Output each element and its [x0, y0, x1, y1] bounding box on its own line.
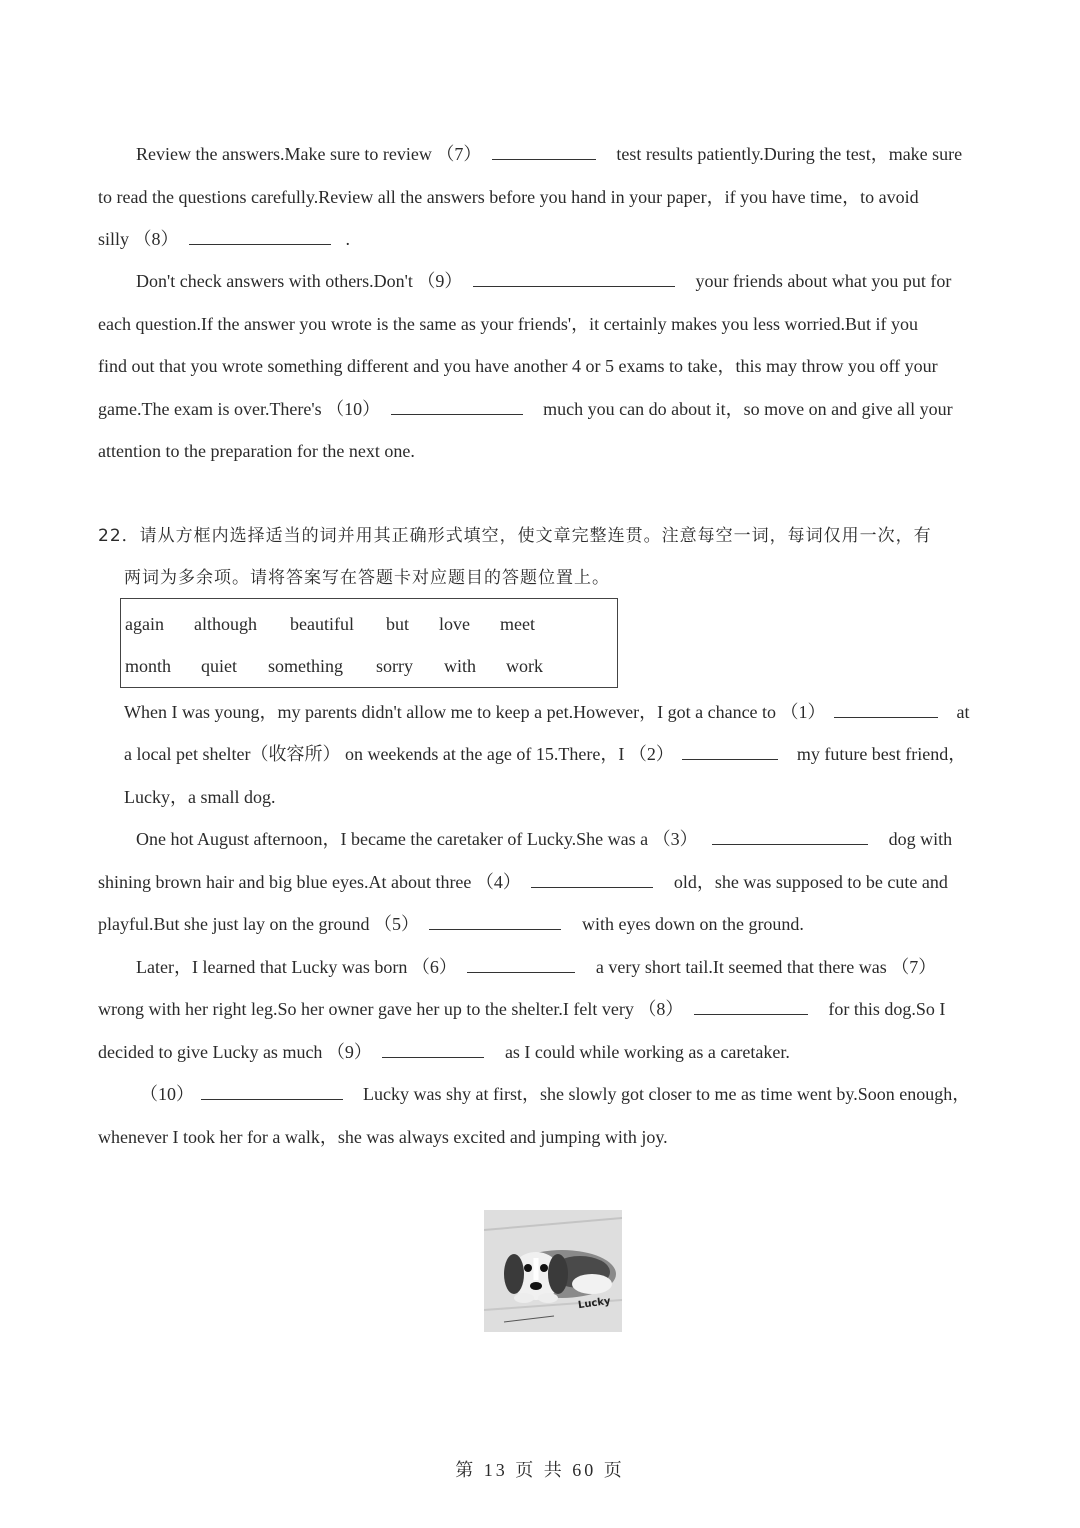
blank-q22-6: [467, 956, 575, 973]
p1-line-8: attention to the preparation for the next one.: [98, 441, 415, 461]
p1-line-2: to read the questions carefully.Review all the answers before you hand in your paper，if you have time，to avoid: [98, 187, 919, 207]
blank-q22-5: [429, 913, 561, 930]
p2-line-5: shining brown hair and big blue eyes.At about three （4） old，she was supposed to be cute and: [98, 872, 948, 892]
question-22-instruction-2: 两词为多余项。请将答案写在答题卡对应题目的答题位置上。: [124, 568, 610, 588]
p2-line-11: whenever I took her for a walk，she was always excited and jumping with joy.: [98, 1127, 668, 1147]
lucky-dog-image: [484, 1210, 622, 1332]
blank-q22-3: [712, 828, 868, 845]
blank-9: [473, 270, 675, 287]
p1-line-3: silly （8） .: [98, 229, 351, 249]
word-month: month: [125, 656, 172, 676]
blank-q22-2: [682, 743, 778, 760]
p2-line-2: a local pet shelter（收容所） on weekends at the age of 15.There，I （2） my future best friend，: [124, 744, 967, 764]
p2-line-7: Later，I learned that Lucky was born （6） a very short tail.It seemed that there was （7）: [136, 957, 937, 977]
word-with: with: [444, 656, 477, 676]
word-sorry: sorry: [376, 656, 413, 676]
p1-line-5: each question.If the answer you wrote is the same as your friends'，it certainly makes you less worried.But if you: [98, 314, 919, 334]
p2-line-9: decided to give Lucky as much （9） as I could while working as a caretaker.: [98, 1042, 790, 1062]
p1-line-6: find out that you wrote something different and you have another 4 or 5 exams to take，this may throw you off your: [98, 356, 938, 376]
page-footer: 第 13 页 共 60 页: [455, 1460, 625, 1480]
word-work: work: [506, 656, 543, 676]
p2-line-8: wrong with her right leg.So her owner gave her up to the shelter.I felt very （8） for this dog.So I: [98, 999, 946, 1019]
blank-q22-8: [694, 998, 808, 1015]
word-but: but: [386, 614, 410, 634]
p1-line-7: game.The exam is over.There's （10） much you can do about it，so move on and give all your: [98, 399, 953, 419]
p2-line-3: Lucky，a small dog.: [124, 787, 276, 807]
blank-q22-4: [531, 871, 653, 888]
word-beautiful: beautiful: [290, 614, 354, 634]
word-although: although: [194, 614, 257, 634]
word-meet: meet: [500, 614, 535, 634]
p2-line-4: One hot August afternoon，I became the caretaker of Lucky.She was a （3） dog with: [136, 829, 953, 849]
blank-q22-10: [201, 1083, 343, 1100]
word-quiet: quiet: [201, 656, 237, 676]
word-bank-box: [120, 598, 618, 688]
blank-8: [189, 228, 331, 245]
blank-7: [492, 143, 596, 160]
word-love: love: [439, 614, 470, 634]
dog-caption: Lucky: [577, 1295, 612, 1312]
blank-10: [391, 398, 523, 415]
p1-line-1: Review the answers.Make sure to review （7） test results patiently.During the test，make sure: [136, 144, 963, 164]
blank-q22-9: [382, 1041, 484, 1058]
word-again: again: [125, 614, 164, 634]
blank-q22-1: [834, 701, 938, 718]
p2-line-1: When I was young，my parents didn't allow me to keep a pet.However，I got a chance to （1） at: [124, 702, 970, 722]
dog-illustration: [484, 1210, 622, 1332]
p2-line-10: （10） Lucky was shy at first，she slowly got closer to me as time went by.Soon enough，: [140, 1084, 971, 1104]
p2-line-6: playful.But she just lay on the ground （5） with eyes down on the ground.: [98, 914, 804, 934]
word-something: something: [268, 656, 343, 676]
question-22-instruction-1: 22．请从方框内选择适当的词并用其正确形式填空，使文章完整连贯。注意每空一词，每词仅用一次，有: [98, 526, 932, 546]
p1-line-4: Don't check answers with others.Don't （9） your friends about what you put for: [136, 271, 952, 291]
